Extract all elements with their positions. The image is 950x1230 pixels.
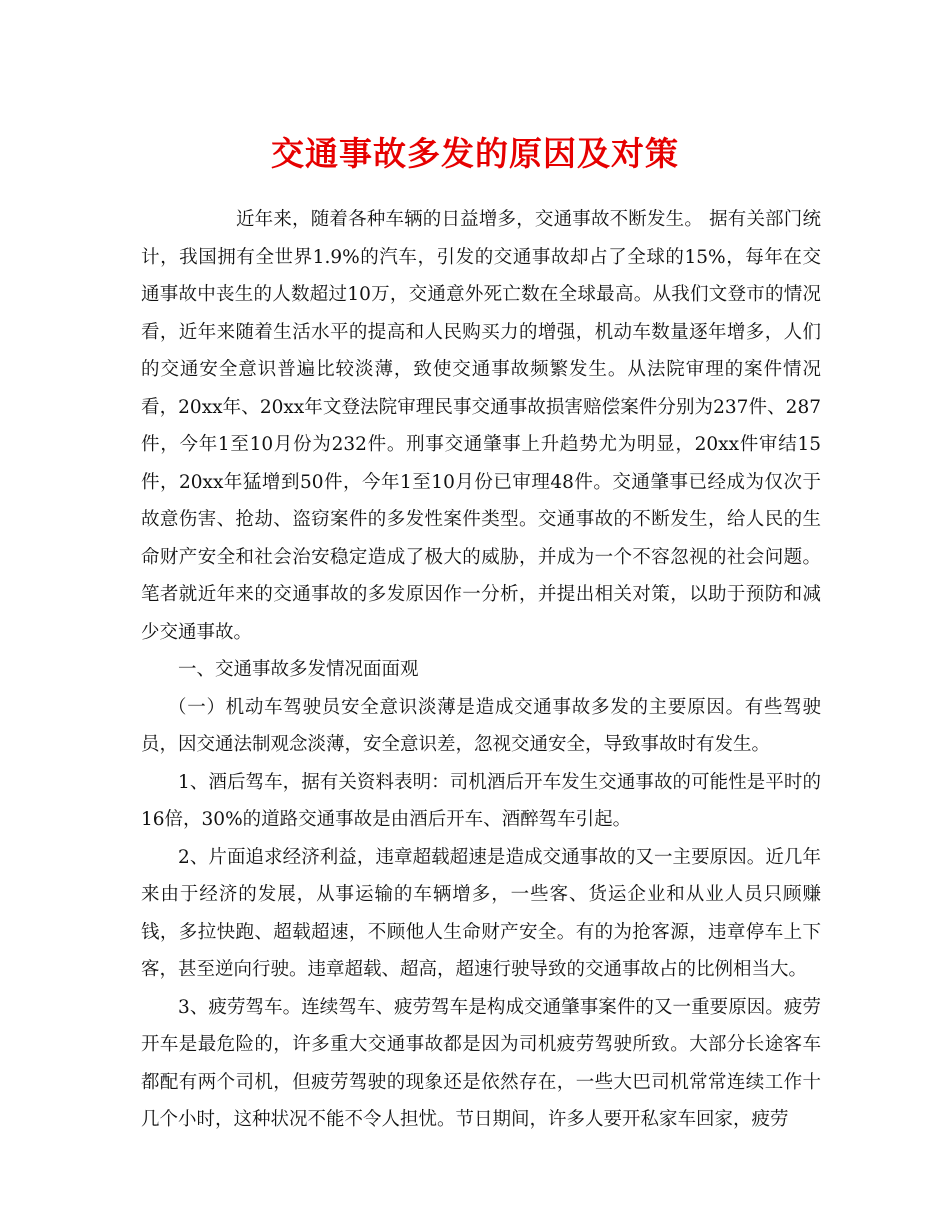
paragraph-point-1: 1、酒后驾车，据有关资料表明：司机酒后开车发生交通事故的可能性是平时的16倍，30%的道路交通事故是由酒后开车、酒醉驾车引起。 [141,771,821,830]
paragraph-point-3: 3、疲劳驾车。连续驾车、疲劳驾车是构成交通肇事案件的又一重要原因。疲劳开车是最危险的，许多重大交通事故都是因为司机疲劳驾驶所致。大部分长途客车都配有两个司机，但疲劳驾驶的现象还是依然存在，一些大巴司机常常连续工作十几个小时，这种状况不能不令人担忧。节日期间，许多人要开私家车回家，疲劳 [141,996,821,1130]
paragraph-intro: 近年来，随着各种车辆的日益增多，交通事故不断发生。 据有关部门统计，我国拥有全世界1.9%的汽车，引发的交通事故却占了全球的15%，每年在交通事故中丧生的人数超过10万，交通意外死亡数在全球最高。从我们文登市的情况看，近年来随着生活水平的提高和人民购买力的增强，机动车数量逐年增多，人们的交通安全意识普遍比较淡薄，致使交通事故频繁发生。从法院审理的案件情况看，20xx年、20xx年文登法院审理民事交通事故损害赔偿案件分别为237件、287件，今年1至10月份为232件。刑事交通肇事上升趋势尤为明显，20xx件审结15件，20xx年猛增到50件，今年1至10月份已审理48件。交通肇事已经成为仅次于故意伤害、抢劫、盗窃案件的多发性案件类型。交通事故的不断发生，给人民的生命财产安全和社会治安稳定造成了极大的威胁，并成为一个不容忽视的社会问题。笔者就近年来的交通事故的多发原因作一分析，并提出相关对策，以助于预防和减少交通事故。 [141,209,821,643]
paragraph-point-2: 2、片面追求经济利益，违章超载超速是造成交通事故的又一主要原因。近几年来由于经济的发展，从事运输的车辆增多，一些客、货运企业和从业人员只顾赚钱，多拉快跑、超载超速，不顾他人生命财产安全。有的为抢客源，违章停车上下客，甚至逆向行驶。违章超载、超高，超速行驶导致的交通事故占的比例相当大。 [141,846,821,980]
document-title: 交通事故多发的原因及对策 [271,134,679,173]
section-heading-1: 一、交通事故多发情况面面观 [178,659,419,680]
document-body [141,201,821,1139]
paragraph-subsection-1: （一）机动车驾驶员安全意识淡薄是造成交通事故多发的主要原因。有些驾驶员，因交通法制观念淡薄，安全意识差，忽视交通安全，导致事故时有发生。 [141,696,821,755]
